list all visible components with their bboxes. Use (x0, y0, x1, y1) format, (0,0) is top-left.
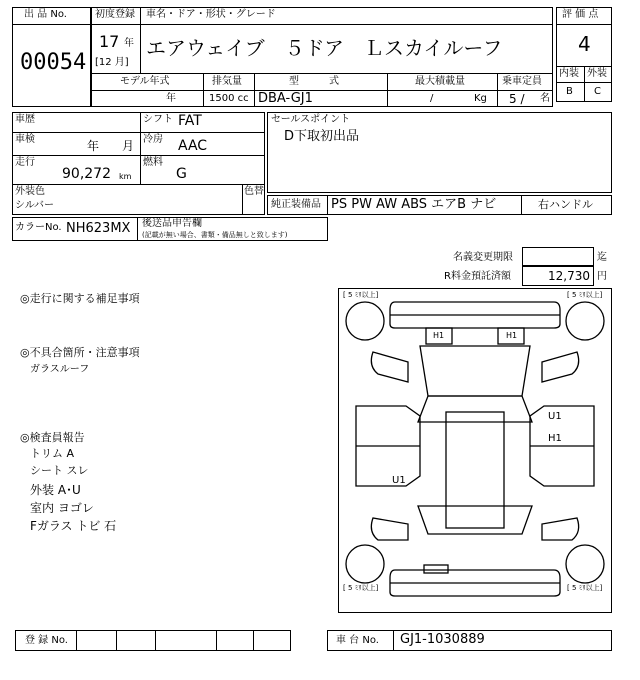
color-number-label: カラーNo. (15, 222, 62, 233)
tire-front-right (566, 302, 604, 340)
tire-rear-left (346, 545, 384, 583)
model-year-unit: 年 (166, 93, 176, 104)
max-load-label: 最大積載量 (415, 76, 465, 87)
tire-depth-rear-left: [ 5 ﾐﾘ以上] (343, 584, 379, 592)
sales-point: D下取初出品 (284, 129, 360, 144)
equipment-label: 純正装備品 (271, 199, 321, 210)
year-unit: 年 (124, 38, 134, 49)
defect-item: ガラスルーフ (30, 364, 90, 375)
damage-mark-front-right: H1 (506, 331, 518, 340)
drive-notes-label: ◎走行に関する補足事項 (20, 292, 140, 305)
car-name: エアウェイブ ５ドア Ｌスカイルーフ (146, 36, 503, 60)
name-change-unit: 迄 (597, 252, 607, 263)
after-form-note: (記載が無い場合、書類・備品無しと致します) (142, 231, 288, 239)
inspector-notes-label: ◎検査員報告 (20, 431, 85, 444)
chassis-number: GJ1-1030889 (400, 632, 485, 647)
tire-depth-front-left: [ 5 ﾐﾘ以上] (343, 291, 379, 299)
name-change-label: 名義変更期限 (453, 252, 513, 263)
exterior-grade-label: 外装 (587, 68, 607, 79)
displacement-value: 1500 cc (209, 93, 249, 104)
mileage-unit: km (119, 172, 132, 181)
lot-number-label: 出 品 No. (24, 9, 67, 20)
load-separator: / (430, 93, 434, 104)
tire-rear-right (566, 545, 604, 583)
damage-mark-left: U1 (392, 475, 406, 486)
after-form-label: 後送品申告欄 (142, 218, 202, 229)
interior-grade-label: 内装 (559, 68, 579, 79)
fuel-value: G (176, 166, 187, 182)
damage-mark-right-2: H1 (548, 433, 562, 444)
lot-number: 00054 (20, 50, 87, 75)
inspector-item: トリム A (30, 447, 75, 460)
recycle-fee-value: 12,730 (548, 269, 590, 283)
shift-label: シフト (143, 114, 173, 125)
tire-depth-front-right: [ 5 ﾐﾘ以上] (567, 291, 603, 299)
inspection-month-unit: 月 (122, 139, 135, 153)
color-change-label: 色替 (244, 186, 264, 197)
tire-depth-rear-right: [ 5 ﾐﾘ以上] (567, 584, 603, 592)
car-name-label: 車名・ドア・形状・グレード (146, 9, 276, 20)
chassis-number-label: 車 台 No. (336, 635, 379, 646)
model-type: DBA-GJ1 (258, 91, 313, 106)
recycle-fee-label: R料金預託済額 (444, 271, 511, 282)
first-registration-month: [12 月] (95, 57, 129, 68)
inspector-item: Fガラス トビ 石 (30, 519, 117, 533)
tire-front-left (346, 302, 384, 340)
inspector-item: 外装 A･U (30, 483, 81, 497)
interior-grade: B (566, 86, 573, 97)
capacity-label: 乗車定員 (502, 76, 542, 87)
ac-label: 冷房 (143, 134, 163, 145)
displacement-label: 排気量 (212, 76, 242, 87)
capacity-unit: 名 (540, 93, 550, 104)
overall-grade: 4 (578, 32, 591, 56)
capacity-value: 5 / (509, 92, 525, 106)
equipment-list: PS PW AW ABS エアB ナビ (331, 197, 497, 212)
damage-mark-front-left: H1 (433, 331, 445, 340)
hood (420, 346, 530, 396)
mileage-value: 90,272 (62, 166, 111, 182)
exterior-color-label: 外装色 (15, 186, 45, 197)
name-change-box (522, 247, 594, 266)
model-year-label: モデル年式 (120, 76, 170, 87)
exterior-color: シルバー (15, 200, 55, 211)
inspection-year-unit: 年 (87, 139, 100, 153)
registration-number-label: 登 録 No. (25, 635, 68, 646)
fuel-label: 燃料 (143, 157, 163, 168)
type-label: 型 式 (289, 76, 339, 87)
windshield (418, 396, 532, 422)
color-number: NH623MX (66, 221, 131, 236)
inspector-item: 室内 ヨゴレ (30, 501, 94, 515)
damage-mark-right-1: U1 (548, 411, 562, 422)
first-registration-label: 初度登録 (95, 9, 135, 20)
defect-notes-label: ◎不具合箇所・注意事項 (20, 346, 140, 359)
shift-value: FAT (178, 113, 202, 129)
recycle-fee-unit: 円 (597, 271, 607, 282)
rear-window (418, 506, 532, 534)
sales-point-label: セールスポイント (271, 114, 351, 125)
history-label: 車歴 (15, 114, 35, 125)
ac-value: AAC (178, 138, 208, 154)
car-damage-diagram (338, 288, 612, 613)
mileage-label: 走行 (15, 157, 35, 168)
grade-label: 評 価 点 (562, 9, 599, 20)
first-registration-year: 17 (99, 32, 120, 51)
exterior-grade: C (594, 86, 601, 97)
load-unit: Kg (474, 93, 487, 104)
inspector-item: シート スレ (30, 464, 89, 477)
steering-side: 右ハンドル (538, 198, 593, 211)
roof (446, 412, 504, 528)
inspection-label: 車検 (15, 134, 35, 145)
